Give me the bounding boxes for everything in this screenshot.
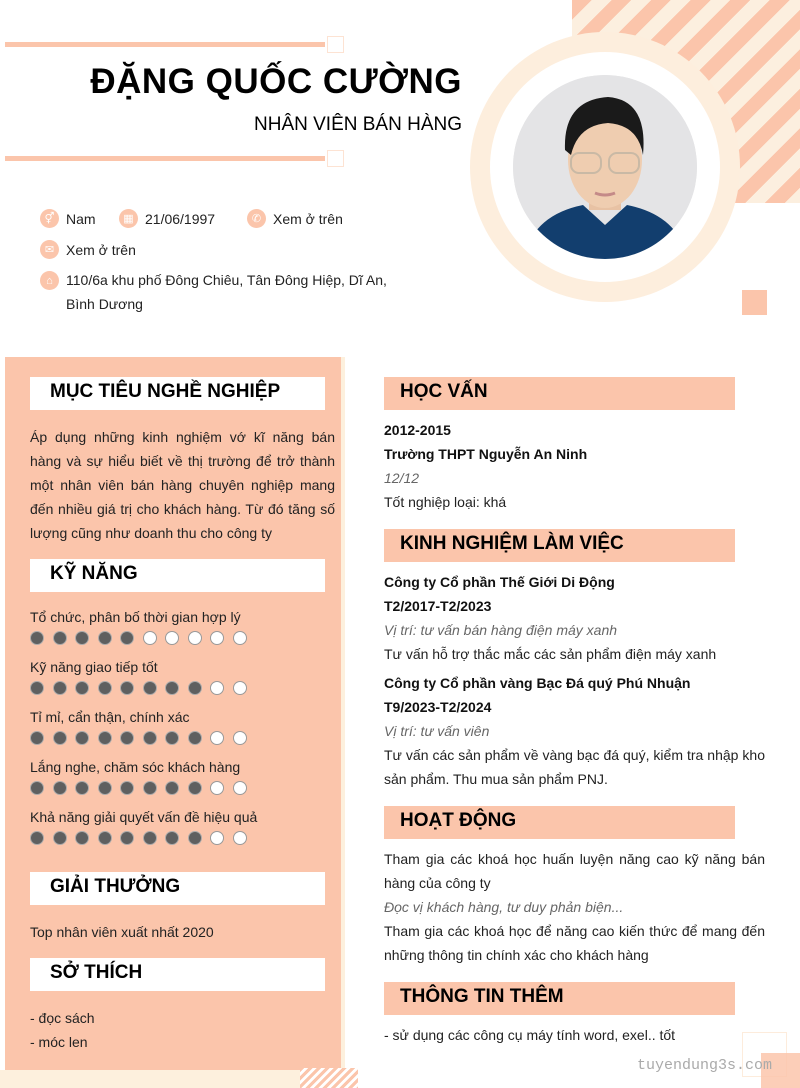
rating-dot-filled xyxy=(188,831,202,845)
rating-dot-filled xyxy=(75,631,89,645)
skill-label: Tỉ mỉ, cẩn thận, chính xác xyxy=(30,709,190,725)
rating-dot-filled xyxy=(98,681,112,695)
job-company: Công ty Cổ phần Thế Giới Di Động xyxy=(384,574,615,590)
rating-dot-filled xyxy=(53,731,67,745)
phone-value: Xem ở trên xyxy=(273,210,343,227)
rating-dot-empty xyxy=(233,681,247,695)
extra-text: - sử dụng các công cụ máy tính word, exel.. tốt xyxy=(384,1027,676,1043)
rating-dot-empty xyxy=(233,731,247,745)
address-info xyxy=(40,271,387,316)
rating-dot-filled xyxy=(53,781,67,795)
profile-photo xyxy=(513,75,697,259)
education-school: Trường THPT Nguyễn An Ninh xyxy=(384,446,588,462)
home-icon: ⌂ xyxy=(40,271,59,290)
rating-dot-filled xyxy=(30,631,44,645)
decor-bottom xyxy=(0,1070,300,1088)
rating-dot-filled xyxy=(30,781,44,795)
rating-dot-filled xyxy=(98,831,112,845)
decor-box xyxy=(327,36,344,53)
activities-heading: HOẠT ĐỘNG xyxy=(384,806,735,839)
watermark: tuyendung3s.com xyxy=(636,1057,772,1074)
rating-dot-filled xyxy=(143,831,157,845)
job-description: Tư vấn hỗ trợ thắc mắc các sản phẩm điện máy xanh xyxy=(384,646,717,662)
skill-rating xyxy=(30,681,247,695)
skill-item xyxy=(30,607,247,645)
job-title: NHÂN VIÊN BÁN HÀNG xyxy=(254,114,462,135)
hobbies-heading: SỞ THÍCH xyxy=(30,958,325,991)
header-line-top xyxy=(5,42,325,47)
rating-dot-filled xyxy=(165,831,179,845)
email-info xyxy=(40,240,136,259)
skill-rating xyxy=(30,631,247,645)
skill-rating xyxy=(30,781,247,795)
rating-dot-filled xyxy=(98,631,112,645)
education-period: 2012-2015 xyxy=(384,422,451,438)
rating-dot-filled xyxy=(188,781,202,795)
dob-value: 21/06/1997 xyxy=(145,210,216,227)
rating-dot-filled xyxy=(53,681,67,695)
extra-heading: THÔNG TIN THÊM xyxy=(384,982,735,1015)
rating-dot-empty xyxy=(143,631,157,645)
rating-dot-filled xyxy=(120,681,134,695)
rating-dot-filled xyxy=(98,731,112,745)
skill-item xyxy=(30,757,247,795)
awards-text: Top nhân viên xuất nhất 2020 xyxy=(30,924,214,940)
job-period: T2/2017-T2/2023 xyxy=(384,598,492,614)
candidate-name: ĐẶNG QUỐC CƯỜNG xyxy=(90,62,462,101)
rating-dot-filled xyxy=(30,681,44,695)
email-value: Xem ở trên xyxy=(66,241,136,258)
activity-text: Tham gia các khoá học để năng cao kiến thức để mang đến những thông tin chính xác cho khách hàng xyxy=(384,923,765,963)
education-heading: HỌC VẤN xyxy=(384,377,735,410)
job-company: Công ty Cổ phần vàng Bạc Đá quý Phú Nhuận xyxy=(384,675,691,691)
rating-dot-empty xyxy=(165,631,179,645)
rating-dot-filled xyxy=(120,781,134,795)
rating-dot-empty xyxy=(233,781,247,795)
rating-dot-filled xyxy=(120,831,134,845)
skill-item xyxy=(30,807,257,845)
education-result: Tốt nghiệp loại: khá xyxy=(384,494,507,510)
gender-info xyxy=(40,209,96,228)
rating-dot-filled xyxy=(165,781,179,795)
rating-dot-filled xyxy=(165,681,179,695)
rating-dot-empty xyxy=(210,831,224,845)
skills-heading: KỸ NĂNG xyxy=(30,559,325,592)
activity-text: Tham gia các khoá học huấn luyện năng cao kỹ năng bán hàng của công ty xyxy=(384,851,765,891)
header-line-bottom xyxy=(5,156,325,161)
job-description: Tư vấn các sản phẩm về vàng bạc đá quý, kiểm tra nhập kho sản phẩm. Thu mua sản phẩm PNJ. xyxy=(384,747,765,787)
activity-note: Đọc vị khách hàng, tư duy phản biện... xyxy=(384,899,624,915)
rating-dot-empty xyxy=(233,831,247,845)
rating-dot-filled xyxy=(120,631,134,645)
skill-item xyxy=(30,657,247,695)
skill-label: Lắng nghe, chăm sóc khách hàng xyxy=(30,759,241,775)
rating-dot-empty xyxy=(210,731,224,745)
rating-dot-filled xyxy=(53,831,67,845)
experience-heading: KINH NGHIỆM LÀM VIỆC xyxy=(384,529,735,562)
rating-dot-filled xyxy=(30,831,44,845)
rating-dot-empty xyxy=(210,781,224,795)
decor-square xyxy=(742,290,767,315)
gender-icon: ⚥ xyxy=(40,209,59,228)
job-position: Vị trí: tư vấn viên xyxy=(384,723,490,739)
rating-dot-filled xyxy=(143,781,157,795)
hobby-item: - móc len xyxy=(30,1034,88,1050)
skill-item xyxy=(30,707,247,745)
rating-dot-filled xyxy=(75,681,89,695)
phone-icon: ✆ xyxy=(247,209,266,228)
rating-dot-filled xyxy=(98,781,112,795)
phone-info xyxy=(247,209,343,228)
rating-dot-empty xyxy=(210,681,224,695)
dob-info xyxy=(119,209,215,228)
decor-box xyxy=(327,150,344,167)
job-period: T9/2023-T2/2024 xyxy=(384,699,492,715)
skill-rating xyxy=(30,831,257,845)
skill-label: Tổ chức, phân bố thời gian hợp lý xyxy=(30,609,241,625)
rating-dot-filled xyxy=(188,681,202,695)
address-line2: Bình Dương xyxy=(66,296,143,312)
rating-dot-filled xyxy=(75,831,89,845)
rating-dot-filled xyxy=(165,731,179,745)
rating-dot-filled xyxy=(143,731,157,745)
rating-dot-filled xyxy=(143,681,157,695)
gender-value: Nam xyxy=(66,210,96,227)
rating-dot-empty xyxy=(233,631,247,645)
rating-dot-filled xyxy=(53,631,67,645)
objective-heading: MỤC TIÊU NGHỀ NGHIỆP xyxy=(30,377,325,410)
email-icon: ✉ xyxy=(40,240,59,259)
rating-dot-filled xyxy=(75,781,89,795)
skill-label: Kỹ năng giao tiếp tốt xyxy=(30,659,158,675)
job-position: Vị trí: tư vấn bán hàng điện máy xanh xyxy=(384,622,618,638)
skill-label: Khả năng giải quyết vấn đề hiệu quả xyxy=(30,809,258,825)
rating-dot-filled xyxy=(120,731,134,745)
decor-stripes-bottom xyxy=(300,1068,358,1088)
objective-text: Áp dụng những kinh nghiệm vớ kĩ năng bán hàng và sự hiểu biết về thị trường để trở thành một nhân viên bán hàng chuyên nghiệp mang đến nhiều giá trị cho khách hàng. Từ đó tăng số lượng cũng như doanh thu cho công ty xyxy=(30,429,335,541)
rating-dot-filled xyxy=(188,731,202,745)
awards-heading: GIẢI THƯỞNG xyxy=(30,872,325,905)
address-line1: 110/6a khu phố Đông Chiêu, Tân Đông Hiệp, Dĩ An, xyxy=(66,272,387,288)
rating-dot-filled xyxy=(30,731,44,745)
rating-dot-empty xyxy=(210,631,224,645)
rating-dot-empty xyxy=(188,631,202,645)
rating-dot-filled xyxy=(75,731,89,745)
skill-rating xyxy=(30,731,247,745)
education-grade: 12/12 xyxy=(384,470,420,486)
hobby-item: - đọc sách xyxy=(30,1010,95,1026)
calendar-icon: ▦ xyxy=(119,209,138,228)
left-column xyxy=(5,357,345,1070)
